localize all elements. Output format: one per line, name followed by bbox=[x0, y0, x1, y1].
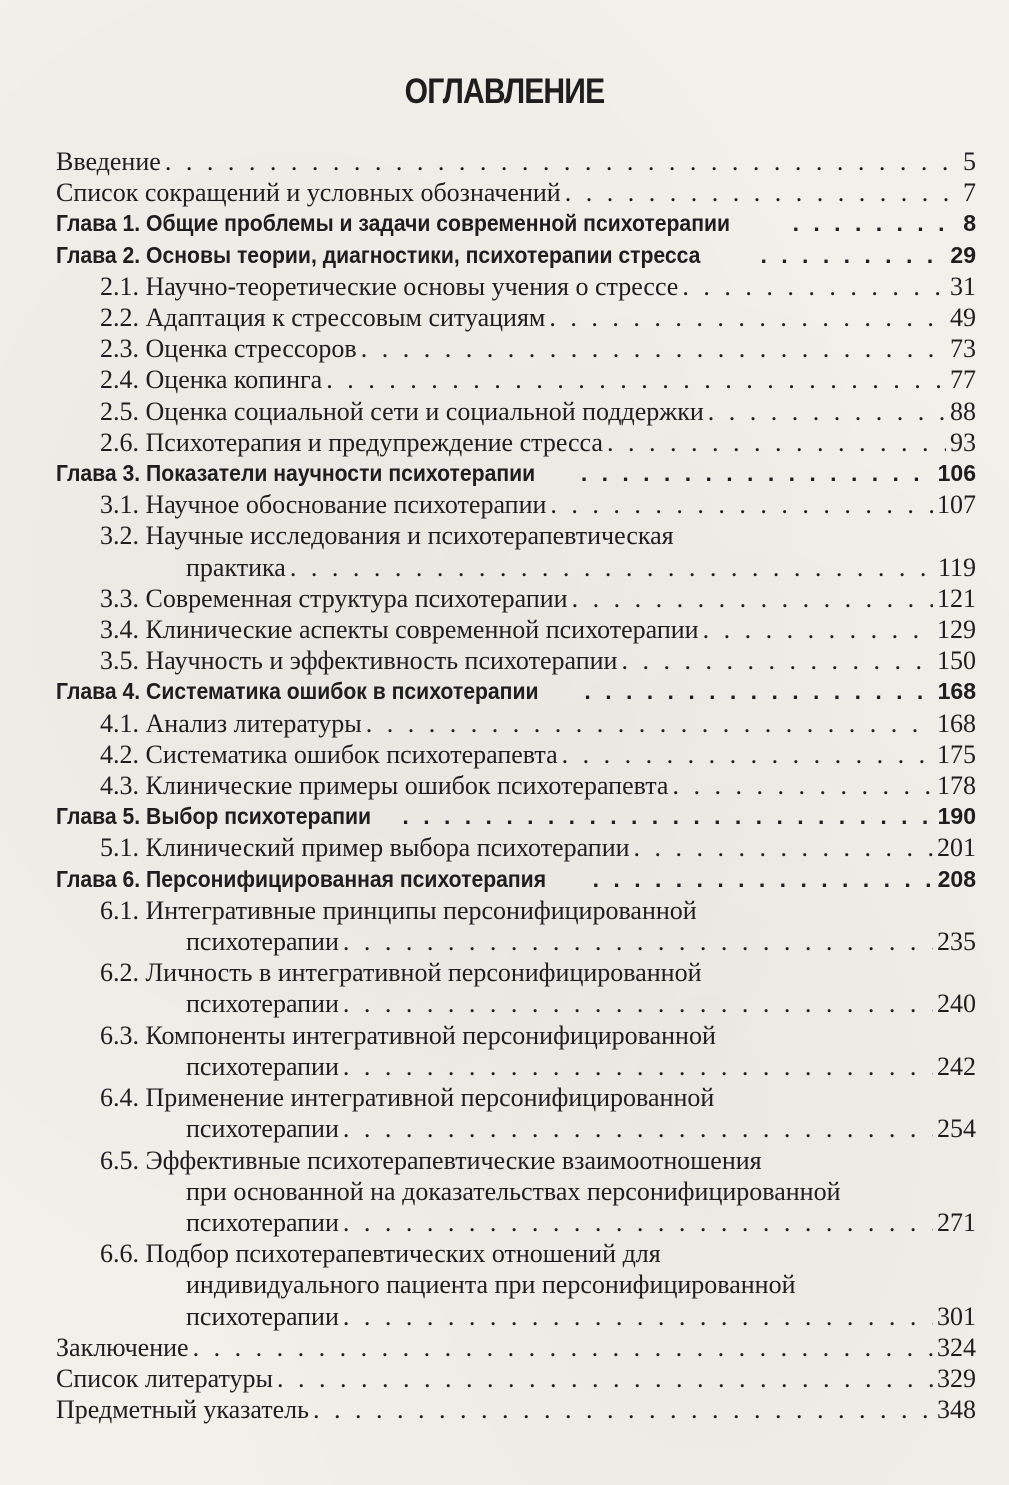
toc-entry-text: Глава 1. Общие проблемы и задачи современной психотерапии bbox=[56, 210, 731, 237]
toc-page-number: 324 bbox=[937, 1332, 976, 1362]
toc-chapter-entry bbox=[56, 864, 976, 895]
toc-entry-text: 6.1. Интегративные принципы персонифицированной bbox=[100, 895, 697, 925]
toc-entry-text: 2.6. Психотерапия и предупреждение стресса bbox=[100, 427, 603, 457]
toc-entry-text: Список сокращений и условных обозначений bbox=[56, 178, 561, 208]
toc-entry-text: 2.3. Оценка стрессоров bbox=[100, 334, 357, 364]
toc-page-number: 235 bbox=[937, 927, 976, 957]
toc-page-number: 106 bbox=[937, 460, 976, 487]
toc-page-number: 150 bbox=[937, 646, 976, 676]
toc-page-number: 178 bbox=[937, 771, 976, 801]
dot-leader bbox=[672, 770, 933, 801]
dot-leader bbox=[550, 489, 933, 520]
dot-leader bbox=[708, 396, 946, 427]
toc-page-number: 175 bbox=[937, 739, 976, 769]
toc-entry-text: 4.1. Анализ литературы bbox=[100, 708, 362, 738]
page-title: ОГЛАВЛЕНИЕ bbox=[404, 72, 605, 111]
toc-chapter-entry bbox=[56, 208, 976, 239]
toc-page-number: 329 bbox=[937, 1363, 976, 1393]
toc-page-number: 240 bbox=[937, 989, 976, 1019]
dot-leader bbox=[565, 177, 959, 208]
toc-entry bbox=[56, 146, 976, 177]
toc-chapter-entry bbox=[56, 676, 976, 707]
toc-section-entry bbox=[56, 1145, 976, 1239]
dot-leader bbox=[343, 1301, 933, 1332]
toc-page-number: 348 bbox=[937, 1395, 976, 1425]
toc-entry-text: 3.2. Научные исследования и психотерапевтическая bbox=[100, 521, 674, 551]
toc-page-number: 301 bbox=[937, 1301, 976, 1331]
toc-entry-text: Глава 4. Систематика ошибок в психотерапии bbox=[56, 678, 539, 705]
dot-leader bbox=[549, 302, 946, 333]
toc-entry-text: психотерапии bbox=[186, 989, 339, 1019]
toc-page-number: 168 bbox=[937, 708, 976, 738]
dot-leader bbox=[572, 583, 933, 614]
toc-page-number: 208 bbox=[937, 865, 976, 892]
toc-page-number: 107 bbox=[937, 490, 976, 520]
dot-leader bbox=[634, 832, 933, 863]
toc-entry-text: при основанной на доказательствах персонифицированной bbox=[186, 1176, 841, 1206]
dot-leader bbox=[193, 1332, 933, 1363]
dot-leader bbox=[165, 146, 959, 177]
toc-entry-text: 4.3. Клинические примеры ошибок психотерапевта bbox=[100, 771, 669, 801]
toc-section-entry bbox=[56, 271, 976, 302]
toc-page-number: 29 bbox=[950, 241, 976, 268]
toc-section-entry bbox=[56, 708, 976, 739]
toc-section-entry bbox=[56, 333, 976, 364]
toc-section-entry bbox=[56, 364, 976, 395]
dot-leader bbox=[584, 676, 933, 707]
toc-entry-text: Глава 5. Выбор психотерапии bbox=[56, 803, 372, 830]
toc-chapter-entry bbox=[56, 240, 976, 271]
table-of-contents bbox=[56, 146, 976, 1425]
dot-leader bbox=[343, 1207, 933, 1238]
dot-leader bbox=[343, 926, 933, 957]
toc-entry-text: психотерапии bbox=[186, 1301, 339, 1331]
toc-page-number: 93 bbox=[950, 427, 976, 457]
toc-entry-text: 5.1. Клинический пример выбора психотерапии bbox=[100, 833, 630, 863]
toc-entry-text: 6.6. Подбор психотерапевтических отношений для bbox=[100, 1239, 661, 1269]
toc-page-number: 8 bbox=[963, 210, 976, 237]
toc-section-entry bbox=[56, 645, 976, 676]
toc-page-number: 190 bbox=[937, 803, 976, 830]
dot-leader bbox=[313, 1394, 933, 1425]
toc-entry-text: 3.5. Научность и эффективность психотерапии bbox=[100, 646, 618, 676]
toc-entry-text: 2.4. Оценка копинга bbox=[100, 365, 323, 395]
dot-leader bbox=[593, 864, 934, 895]
dot-leader bbox=[562, 739, 933, 770]
dot-leader bbox=[343, 988, 933, 1019]
toc-entry-text: психотерапии bbox=[186, 927, 339, 957]
toc-entry bbox=[56, 1394, 976, 1425]
toc-entry-text: психотерапии bbox=[186, 1207, 339, 1237]
toc-section-entry bbox=[56, 520, 976, 582]
toc-entry-text: 3.4. Клинические аспекты современной психотерапии bbox=[100, 615, 699, 645]
toc-entry-text: 2.2. Адаптация к стрессовым ситуациям bbox=[100, 303, 546, 333]
toc-entry-text: практика bbox=[186, 552, 286, 582]
toc-page-number: 129 bbox=[937, 615, 976, 645]
dot-leader bbox=[607, 427, 946, 458]
toc-page-number: 254 bbox=[937, 1114, 976, 1144]
toc-entry-text: Предметный указатель bbox=[56, 1395, 310, 1425]
dot-leader bbox=[366, 708, 933, 739]
toc-section-entry bbox=[56, 427, 976, 458]
toc-section-entry bbox=[56, 1020, 976, 1082]
dot-leader bbox=[277, 1363, 933, 1394]
toc-entry bbox=[56, 1332, 976, 1363]
dot-leader bbox=[703, 614, 933, 645]
dot-leader bbox=[621, 645, 933, 676]
toc-page-number: 271 bbox=[937, 1207, 976, 1237]
toc-page-number: 5 bbox=[963, 147, 976, 176]
toc-entry-text: 4.2. Систематика ошибок психотерапевта bbox=[100, 739, 558, 769]
toc-section-entry bbox=[56, 739, 976, 770]
toc-entry bbox=[56, 177, 976, 208]
toc-section-entry bbox=[56, 302, 976, 333]
toc-entry-text: 2.5. Оценка социальной сети и социальной поддержки bbox=[100, 396, 704, 426]
toc-page-number: 73 bbox=[950, 334, 976, 364]
dot-leader bbox=[581, 458, 934, 489]
toc-section-entry bbox=[56, 489, 976, 520]
toc-page-number: 119 bbox=[937, 552, 976, 582]
toc-entry-text: 6.2. Личность в интегративной персонифицированной bbox=[100, 958, 702, 988]
dot-leader bbox=[361, 333, 946, 364]
dot-leader bbox=[343, 1051, 933, 1082]
toc-entry-text: 6.4. Применение интегративной персонифицированной bbox=[100, 1083, 715, 1113]
toc-entry-text: Глава 2. Основы теории, диагностики, психотерапии стресса bbox=[56, 241, 701, 268]
toc-section-entry bbox=[56, 1238, 976, 1332]
toc-page-number: 49 bbox=[950, 303, 976, 333]
toc-chapter-entry bbox=[56, 458, 976, 489]
dot-leader bbox=[761, 240, 947, 271]
toc-section-entry bbox=[56, 583, 976, 614]
toc-page-number: 77 bbox=[950, 365, 976, 395]
toc-entry-text: Заключение bbox=[56, 1332, 189, 1362]
toc-page-number: 7 bbox=[963, 178, 976, 208]
dot-leader bbox=[682, 271, 946, 302]
toc-entry-text: 2.1. Научно-теоретические основы учения о стрессе bbox=[100, 271, 679, 301]
toc-section-entry bbox=[56, 770, 976, 801]
toc-entry-text: Список литературы bbox=[56, 1363, 273, 1393]
toc-section-entry bbox=[56, 396, 976, 427]
toc-entry-text: психотерапии bbox=[186, 1051, 339, 1081]
dot-leader bbox=[343, 1113, 933, 1144]
toc-page-number: 88 bbox=[950, 396, 976, 426]
toc-entry-text: 6.5. Эффективные психотерапевтические взаимоотношения bbox=[100, 1145, 762, 1175]
toc-entry-text: психотерапии bbox=[186, 1114, 339, 1144]
toc-section-entry bbox=[56, 957, 976, 1019]
toc-entry-text: Введение bbox=[56, 147, 161, 176]
toc-entry-text: 3.3. Современная структура психотерапии bbox=[100, 583, 568, 613]
toc-section-entry bbox=[56, 614, 976, 645]
dot-leader bbox=[326, 364, 946, 395]
toc-entry-text: Глава 6. Персонифицированная психотерапия bbox=[56, 865, 547, 892]
toc-entry-text: Глава 3. Показатели научности психотерапии bbox=[56, 460, 536, 487]
dot-leader bbox=[793, 208, 960, 239]
toc-entry bbox=[56, 1363, 976, 1394]
toc-page-number: 31 bbox=[950, 271, 976, 301]
toc-chapter-entry bbox=[56, 801, 976, 832]
toc-section-entry bbox=[56, 1082, 976, 1144]
toc-entry-text: индивидуального пациента при персонифицированной bbox=[186, 1270, 796, 1300]
toc-entry-text: 3.1. Научное обоснование психотерапии bbox=[100, 490, 547, 520]
toc-section-entry bbox=[56, 832, 976, 863]
toc-page-number: 201 bbox=[937, 833, 976, 863]
toc-page-number: 168 bbox=[937, 678, 976, 705]
toc-entry-text: 6.3. Компоненты интегративной персонифицированной bbox=[100, 1020, 716, 1050]
toc-section-entry bbox=[56, 895, 976, 957]
toc-page-number: 242 bbox=[937, 1051, 976, 1081]
toc-page-number: 121 bbox=[937, 583, 976, 613]
dot-leader bbox=[290, 552, 934, 583]
dot-leader bbox=[402, 801, 933, 832]
